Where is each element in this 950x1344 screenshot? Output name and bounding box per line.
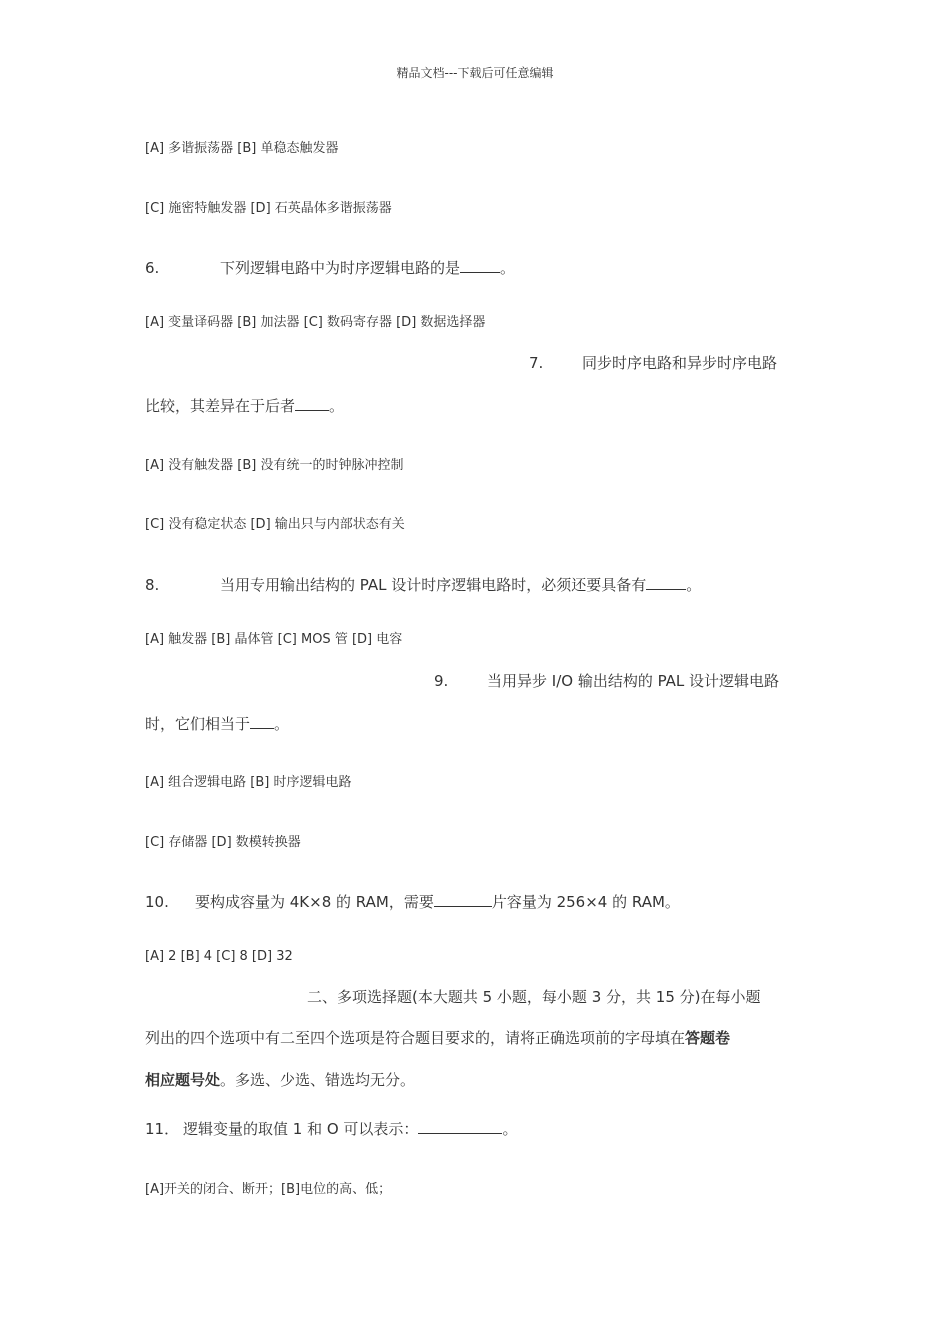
question-number: 8.	[145, 576, 160, 594]
question-end: 。	[329, 397, 345, 415]
question-text: 比较，其差异在于后者	[145, 397, 296, 415]
question-number: 11．	[145, 1120, 180, 1138]
q8-options: [A] 触发器 [B] 晶体管 [C] MOS 管 [D] 电容	[145, 632, 403, 647]
question-text: 时，它们相当于	[145, 715, 251, 733]
answer-blank	[434, 894, 492, 907]
answer-blank	[418, 1121, 502, 1134]
question-number: 6.	[145, 259, 160, 277]
question-7-line2	[145, 398, 344, 414]
section-2-line2	[145, 1031, 730, 1046]
q11-options: [A]开关的闭合、断开；[B]电位的高、低；	[145, 1182, 392, 1197]
q9-options-ab: [A] 组合逻辑电路 [B] 时序逻辑电路	[145, 775, 352, 790]
answer-blank	[460, 260, 500, 273]
question-number: 10.	[145, 893, 169, 911]
question-text: 下列逻辑电路中为时序逻辑电路的是	[220, 259, 461, 277]
section-emphasis: 相应题号处	[145, 1071, 221, 1089]
section-text: 。多选、少选、错选均无分。	[220, 1071, 416, 1089]
q9-options-cd: [C] 存储器 [D] 数模转换器	[145, 835, 301, 850]
question-end: 。	[274, 715, 290, 733]
question-6	[145, 260, 515, 276]
question-text: 要构成容量为 4K×8 的 RAM，需要	[195, 893, 434, 911]
question-text: 同步时序电路和异步时序电路	[582, 354, 778, 372]
answer-blank	[646, 577, 686, 590]
answer-blank	[295, 398, 329, 411]
question-7-line1	[529, 356, 777, 371]
page-header: 精品文档---下载后可任意编辑	[396, 66, 554, 80]
question-number: 7.	[529, 354, 544, 372]
question-text-cont: 片容量为 256×4 的 RAM。	[491, 893, 680, 911]
question-8	[145, 577, 701, 593]
question-11	[145, 1121, 517, 1137]
q10-options: [A] 2 [B] 4 [C] 8 [D] 32	[145, 949, 293, 964]
question-text: 当用专用输出结构的 PAL 设计时序逻辑电路时，必须还要具备有	[220, 576, 647, 594]
question-9-line2	[145, 716, 289, 732]
q5-options-ab: [A] 多谐振荡器 [B] 单稳态触发器	[145, 141, 339, 156]
section-2-line3	[145, 1073, 415, 1088]
section-text: 列出的四个选项中有二至四个选项是符合题目要求的，请将正确选项前的字母填在	[145, 1029, 686, 1047]
q5-options-cd: [C] 施密特触发器 [D] 石英晶体多谐振荡器	[145, 201, 392, 216]
q7-options-ab: [A] 没有触发器 [B] 没有统一的时钟脉冲控制	[145, 458, 404, 473]
q7-options-cd: [C] 没有稳定状态 [D] 输出只与内部状态有关	[145, 517, 405, 532]
section-emphasis: 答题卷	[685, 1029, 731, 1047]
question-end: 。	[686, 576, 702, 594]
question-end: 。	[502, 1120, 518, 1138]
question-text: 当用异步 I/O 输出结构的 PAL 设计逻辑电路	[487, 672, 780, 690]
q6-options: [A] 变量译码器 [B] 加法器 [C] 数码寄存器 [D] 数据选择器	[145, 315, 486, 330]
section-2-line1: 二、多项选择题(本大题共 5 小题，每小题 3 分，共 15 分)在每小题	[307, 988, 761, 1006]
question-end: 。	[500, 259, 516, 277]
answer-blank	[250, 716, 274, 729]
question-9-line1	[434, 674, 779, 689]
question-10	[145, 894, 680, 910]
question-number: 9.	[434, 672, 449, 690]
question-text: 逻辑变量的取值 1 和 O 可以表示：	[183, 1120, 419, 1138]
